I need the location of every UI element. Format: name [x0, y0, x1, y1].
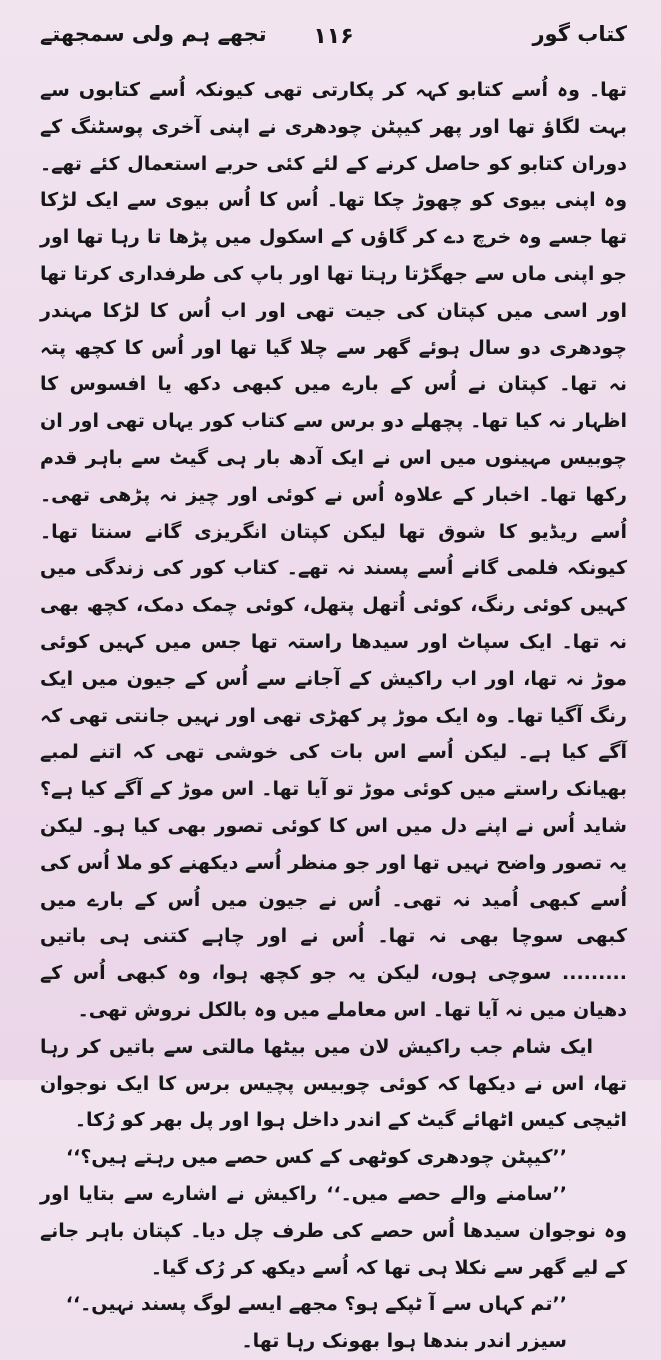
page-header: [40, 22, 627, 62]
chapter-title: تجھے ہم ولی سمجھتے: [40, 22, 267, 46]
dialogue-line: ’’تم کہاں سے آ ٹپکے ہو؟ مجھے ایسے لوگ پسند نہیں۔‘‘: [65, 1293, 567, 1316]
dialogue-line: سیزر اندر بندھا ہوا بھونک رہا تھا۔: [241, 1330, 567, 1353]
body-text: [40, 72, 627, 1360]
dialogue-line: ’’سامنے والے حصے میں۔‘‘ راکیش نے اشارے سے بتایا اور وہ نوجوان سیدھا اُس حصے کی طرف چل دیا۔ کپتان باہر جانے کے لیے گھر سے نکلا ہی تھا کہ اُسے دیکھ کر رُک گیا۔: [40, 1182, 627, 1279]
dialogue-line: ’’کیپٹن چودھری کوٹھی کے کس حصے میں رہتے ہیں؟‘‘: [65, 1146, 567, 1169]
page-number: ۱۱۶: [313, 24, 354, 49]
paragraph: تھا۔ وہ اُسے کتابو کہہ کر پکارتی تھی کیونکہ اُسے کتابوں سے بہت لگاؤ تھا اور پھر کیپٹن چودھری نے اپنی آخری پوسٹنگ کے دوران کتابو کو حاصل کرنے کے لئے کئی حربے استعمال کئے تھے۔ وہ اپنی بیوی کو چھوڑ چکا تھا۔ اُس کا اُس بیوی سے ایک لڑکا تھا جسے وہ خرچ دے کر گاؤں کے اسکول میں پڑھا تا رہا تھا اور جو اپنی ماں سے جھگڑتا رہتا تھا اور باپ کی طرفداری کرتا تھا اور اسی میں کپتان کی جیت تھی اور اب اُس کا لڑکا مہندر چودھری دو سال ہوئے گھر سے چلا گیا تھا اور اُس کا کچھ پتہ نہ تھا۔ کپتان نے اُس کے بارے میں کبھی دکھ یا افسوس کا اظہار نہ کیا تھا۔ پچھلے دو برس سے کتاب کور یہاں تھی اور ان چوبیس مہینوں میں اس نے ایک آدھ بار ہی گیٹ سے باہر قدم رکھا تھا۔ اخبار کے علاوہ اُس نے کوئی اور چیز نہ پڑھی تھی۔ اُسے ریڈیو کا شوق تھا لیکن کپتان انگریزی گانے سنتا تھا۔ کیونکہ فلمی گانے اُسے پسند نہ تھے۔ کتاب کور کی زندگی میں کہیں کوئی رنگ، کوئی اُتھل پتھل، کوئی چمک دمک، کچھ بھی نہ تھا۔ ایک سپاٹ اور سیدھا راستہ تھا جس میں کہیں کوئی موڑ نہ تھا، اور اب راکیش کے آجانے سے اُس کے جیون میں ایک رنگ آگیا تھا۔ وہ ایک موڑ پر کھڑی تھی اور نہیں جانتی تھی کہ آگے کیا ہے۔ لیکن اُسے اس بات کی خوشی تھی کہ اتنے لمبے بھیانک راستے میں کوئی موڑ تو آیا تھا۔ اس موڑ کے آگے کیا ہے؟ شاید اُس نے اپنے دل میں اس کا کوئی تصور بھی کیا ہو۔ لیکن یہ تصور واضح نہیں تھا اور جو منظر اُسے دیکھنے کو ملا اُس کی اُسے کبھی اُمید نہ تھی۔ اُس نے جیون میں اُس کے بارے میں کبھی سوچا بھی نہ تھا۔ اُس نے اور چاہے کتنی ہی باتیں ......... سوچی ہوں، لیکن یہ جو کچھ ہوا، وہ کبھی اُس کے دھیان میں نہ آیا تھا۔ اس معاملے میں وہ بالکل نروش تھی۔: [40, 79, 627, 1021]
paragraph: ایک شام جب راکیش لان میں بیٹھا مالتی سے باتیں کر رہا تھا، اس نے دیکھا کہ کوئی چوبیس پچیس برس کا ایک نوجوان اٹیچی کیس اٹھائے گیٹ کے اندر داخل ہوا اور پل بھر کو رُکا۔: [40, 1035, 627, 1132]
book-title: کتاب گور: [532, 22, 627, 46]
